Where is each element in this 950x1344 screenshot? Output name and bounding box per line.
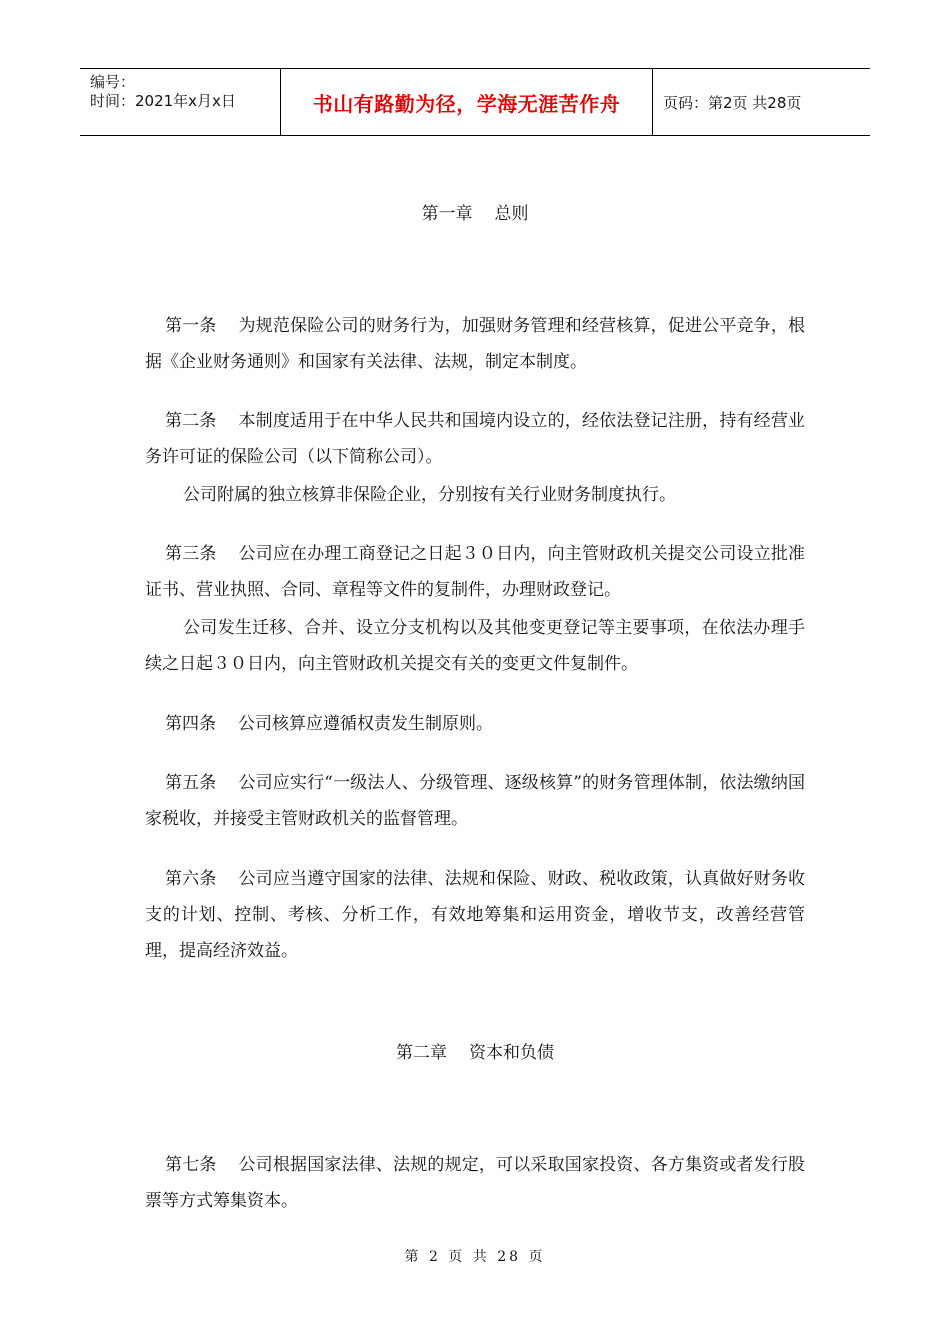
header-time-label: 时间：2021年x月x日 — [90, 92, 236, 110]
article-label: 第七条 — [165, 1155, 217, 1175]
chapter-heading-1 — [0, 199, 950, 224]
chapter-heading-2 — [0, 1038, 950, 1063]
article-label: 第二条 — [165, 411, 217, 431]
article-text: 为规范保险公司的财务行为，加强财务管理和经营核算，促进公平竞争，根据《企业财务通则》和国家有关法律、法规，制定本制度。 — [145, 316, 805, 372]
article-paragraph — [145, 861, 805, 969]
article-text: 公司应当遵守国家的法律、法规和保险、财政、税收政策，认真做好财务收支的计划、控制、考核、分析工作，有效地筹集和运用资金，增收节支，改善经营管理，提高经济效益。 — [145, 869, 805, 961]
article-label: 第一条 — [165, 316, 217, 336]
article-label: 第四条 — [165, 714, 216, 734]
article-paragraph — [145, 1147, 805, 1219]
header-motto: 书山有路勤为径，学海无涯苦作舟 — [281, 69, 653, 135]
article-paragraph — [145, 308, 805, 380]
header-page-info: 页码：第2页 共28页 — [663, 93, 802, 112]
article-paragraph — [145, 477, 805, 513]
header-number-label: 编号： — [90, 73, 136, 91]
article-paragraph — [145, 536, 805, 608]
article-label: 第六条 — [165, 869, 217, 889]
article-label: 第五条 — [165, 773, 217, 793]
chapter-number: 第二章 — [396, 1043, 447, 1063]
article-paragraph — [145, 765, 805, 837]
article-text: 公司应实行“一级法人、分级管理、逐级核算”的财务管理体制，依法缴纳国家税收，并接受主管财政机关的监督管理。 — [145, 773, 805, 829]
chapter-number: 第一章 — [421, 204, 473, 224]
article-text: 本制度适用于在中华人民共和国境内设立的，经依法登记注册，持有经营业务许可证的保险公司（以下简称公司）。 — [145, 411, 805, 467]
article-paragraph — [145, 610, 805, 682]
article-paragraph — [145, 706, 805, 742]
article-text: 公司附属的独立核算非保险企业，分别按有关行业财务制度执行。 — [183, 485, 676, 505]
article-text: 公司根据国家法律、法规的规定，可以采取国家投资、各方集资或者发行股票等方式筹集资本。 — [145, 1155, 805, 1211]
document-header — [80, 68, 870, 136]
article-text: 公司应在办理工商登记之日起３０日内，向主管财政机关提交公司设立批准证书、营业执照、合同、章程等文件的复制件，办理财政登记。 — [145, 544, 805, 600]
header-meta — [80, 69, 281, 135]
chapter-title: 总则 — [494, 204, 529, 224]
article-paragraph — [145, 403, 805, 475]
article-label: 第三条 — [165, 544, 217, 564]
chapter-title: 资本和负债 — [469, 1043, 554, 1063]
page-footer: 第 2 页 共 28 页 — [404, 1249, 546, 1265]
article-text: 公司核算应遵循权责发生制原则。 — [238, 714, 493, 734]
article-text: 公司发生迁移、合并、设立分支机构以及其他变更登记等主要事项，在依法办理手续之日起３０日内，向主管财政机关提交有关的变更文件复制件。 — [145, 618, 805, 674]
